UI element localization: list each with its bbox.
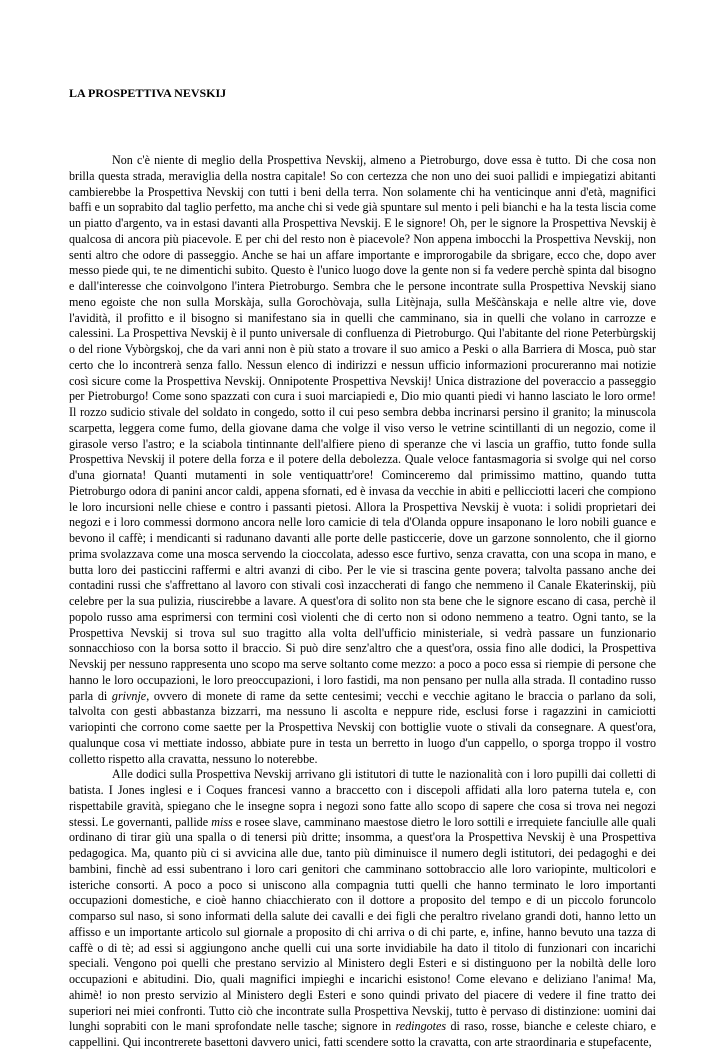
text-run: di raso, rosse, bianche e celeste chiaro, e cappellini. Qui incontrerete basettoni davvero unici, fatti scendere sotto la cravatta, con arte straordinaria e stupefacente, bbox=[69, 1019, 657, 1049]
italic-text-run: redingotes bbox=[395, 1019, 447, 1034]
text-run: Non c'è niente di meglio della Prospettiva Nevskij, almeno a Pietroburgo, dove essa è tutto. Di che cosa non brilla questa strada, meraviglia della nostra capitale! So con certezza che non uno dei suoi pallidi e impiegatizi abitanti cambierebbe la Prospettiva Nevskij con tutti i beni della terra. Non solamente chi ha venticinque anni d'età, magnifici baffi e un soprabito dal taglio perfetto, ma anche chi si vede già spuntare sul mento i peli bianchi e ha la testa liscia come un piatto d'argento, va in estasi davanti alla Prospettiva Nevskij. E le signore! Oh, per le signore la Prospettiva Nevskij è qualcosa di ancora più piacevole. E per chi del resto non è piacevole? Non appena imbocchi la Prospettiva Nevskij, non senti altro che odore di passeggio. Anche se hai un affare importante e improrogabile da sbrigare, ecco che, dopo aver messo piede qui, te ne dimentichi subito. Questo è l'unico luogo dove la gente non si fa vedere perchè spinta dal bisogno e dall'interesse che coinvolgono l'intera Pietroburgo. Sembra che le persone incontrate sulla Prospettiva Nevskij siano meno egoiste che non sulla Morskàja, sulla Gorochòvaja, sulla Litèjnaja, sulla Meščànskaja e nelle altre vie, dove l'avidità, il profitto e il bisogno si manifestano sia in quelli che camminano, sia in quelli che volano in carrozze e calessini. La Prospettiva Nevskij è il punto universale di confluenza di Pietroburgo. Qui l'abitante del rione Peterbùrgskij o del rione Vybòrgskoj, che da vari anni non è più stato a trovare il suo amico a Peski o alla Barriera di Mosca, può star certo che lo incontrerà senza fallo. Nessun elenco di indirizzi e nessun ufficio informazioni procureranno mai notizie così sicure come la Prospettiva Nevskij. Onnipotente Prospettiva Nevskij! Unica distrazione del poveraccio a passeggio per Pietroburgo! Come sono spazzati con cura i suoi marciapiedi e, Dio mio quanti piedi vi hanno lasciato le loro orme! Il rozzo sudicio stivale del soldato in congedo, sotto il cui peso sembra debba incrinarsi persino il granito; la minuscola scarpetta, leggera come fumo, della giovane dama che volge il viso verso le vetrine scintillanti di un negozio, come il girasole verso l'astro; e la sciabola tintinnante dell'alfiere pieno di speranze che vi lascia un graffio, tutto fonde sulla Prospettiva Nevskij il potere della forza e il potere della debolezza. Quale veloce fantasmagoria si svolge qui nel corso d'una giornata! Quanti mutamenti in sole ventiquattr'ore! Cominceremo dal primissimo mattino, quando tutta Pietroburgo odora di panini ancor caldi, appena sfornati, ed è invasa da vecchie in abiti e pellicciotti laceri che compiono le loro incursioni nelle chiese e contro i passanti pietosi. Allora la Prospettiva Nevskij è vuota: i solidi proprietari dei negozi e i loro commessi dormono ancora nelle loro camicie di tela d'Olanda oppure insaponano le loro nobili guance e bevono il caffè; i mendicanti si radunano davanti alle porte delle pasticcerie, dove un garzone sonnolento, che il giorno prima svolazzava come una mosca servendo la cioccolata, adesso esce furtivo, senza cravatta, con una scopa in mano, e butta loro dei pasticcini raffermi e altri avanzi di cibo. Per le vie si trascina gente povera; talvolta passano anche dei contadini russi che s'affrettano al lavoro con stivali così inzaccherati di fango che nemmeno il Canale Ekaterinskij, più celebre per la sua pulizia, riuscirebbe a lavare. A quest'ora di solito non sta bene che le signore escano di casa, perchè il popolo russo ama esprimersi con termini così violenti che di certo non si odono nemmeno a teatro. Ogni tanto, se la Prospettiva Nevskij si trova sul suo tragitto alla volta dell'ufficio ministeriale, si vedrà passare un funzionario sonnacchioso con la borsa sotto il braccio. Si può dire senz'altro che a quest'ora, ossia fino alle dodici, la Prospettiva Nevskij per nessuno rappresenta uno scopo ma serve soltanto come mezzo: a poco a poco essa si riempie di persone che hanno le loro occupazioni, le loro preoccupazioni, i loro fastidi, ma non pensano per nulla alla strada. Il contadino russo parla di bbox=[69, 153, 656, 703]
italic-text-run: grivnje bbox=[111, 688, 147, 703]
paragraph bbox=[69, 767, 656, 1051]
text-run: , ovvero di monete di rame da sette centesimi; vecchi e vecchie agitano le braccia o parlano da soli, talvolta con gesti abbastanza bizzarri, ma nessuno li ascolta e neppure ride, esclusi forse i ragazzini in camiciotti variopinti che corrono come saette per la Prospettiva Nevskij con bottiglie vuote o stivali da consegnare. A quest'ora, qualunque cosa vi mettiate indosso, abbiate pure in testa un berretto in luogo d'un cappello, o sporga troppo il vostro colletto rispetto alla cravatta, nessuno lo noterebbe. bbox=[69, 688, 656, 766]
document-title: LA PROSPETTIVA NEVSKIJ bbox=[69, 86, 227, 100]
text-run: e rosee slave, camminano maestose dietro le loro sottili e irrequiete fanciulle alle quali ordinano di tirar giù una spalla o di tenersi più dritte; insomma, a quest'ora la Prospettiva Nevskij è una Prospettiva pedagogica. Ma, quanto più ci si avvicina alle due, tanto più diminuisce il numero degli istitutori, dei pedagoghi e dei bambini, finchè ad essi subentrano i loro cari genitori che camminano sottobraccio alle loro variopinte, multicolori e isteriche consorti. A poco a poco si uniscono alla compagnia tutti quelli che hanno terminato le loro importanti occupazioni domestiche, e cioè hanno chiacchierato con il dottore a proposito del tempo e di un piccolo foruncolo comparso sul naso, si sono informati della salute dei cavalli e dei figli che peraltro rivelano grandi doti, hanno letto un affisso e un importante articolo sul giornale a proposito di chi arriva o di chi parte, e, infine, hanno bevuto una tazza di caffè o di tè; ad essi si aggiungono anche quelli cui una sorte invidiabile ha dato il titolo di funzionari con incarichi speciali. Vengono poi quelli che prestano servizio al Ministero degli Esteri e si distinguono per la nobiltà delle loro occupazioni e abitudini. Dio, quali magnifici impieghi e incarichi esistono! Come elevano e deliziano l'anima! Ma, ahimè! io non presto servizio al Ministero degli Esteri e sono quindi privato del piacere di vedere il fine tratto dei superiori nei miei confronti. Tutto ciò che incontrate sulla Prospettiva Nevskij, tutto è pervaso di distinzione: uomini dai lunghi soprabiti con le mani sprofondate nelle tasche; signore in bbox=[69, 814, 656, 1034]
text-run: Alle dodici sulla Prospettiva Nevskij arrivano gli istitutori di tutte le nazionalità con i loro pupilli dai colletti di batista. I Jones inglesi e i Coques francesi vanno a braccetto con i discepoli affidati alla loro paterna tutela e, con rispettabile gravità, spiegano che le insegne sopra i negozi sono fatte allo scopo di sapere che cosa si trova nei negozi stessi. Le governanti, pallide bbox=[69, 767, 656, 829]
italic-text-run: miss bbox=[211, 814, 233, 829]
document-body bbox=[69, 153, 656, 1051]
paragraph bbox=[69, 153, 656, 767]
